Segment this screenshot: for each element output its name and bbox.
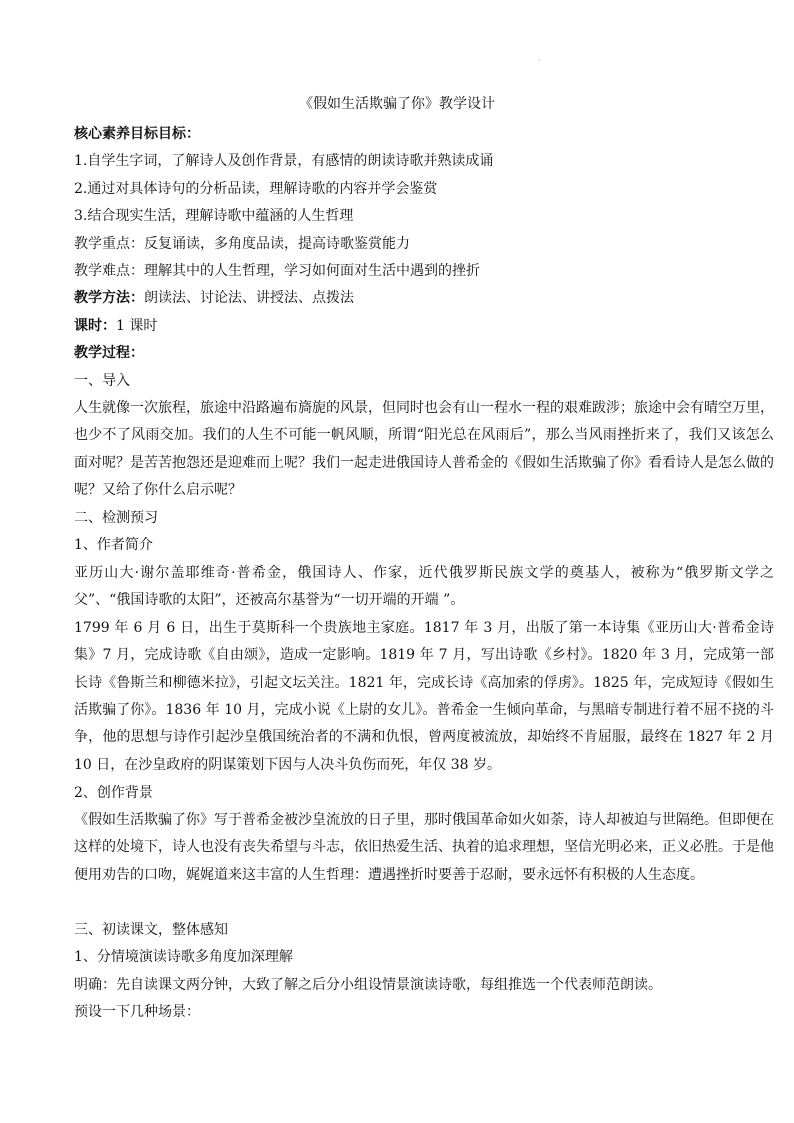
goal-item: 2.通过对具体诗句的分析品读，理解诗歌的内容并学会鉴赏 — [74, 180, 438, 197]
author-intro-paragraph: 亚历山大·谢尔盖耶维奇·普希金，俄国诗人、作家，近代俄罗斯民族文学的奠基人，被称为“俄罗斯文学之父”、“俄国诗歌的太阳”，还被高尔基誉为“一切开端的开端 ”。 — [74, 564, 774, 609]
corner-mark: · — [538, 56, 541, 65]
subsection-heading: 1、分情境演读诗歌多角度加深理解 — [74, 949, 293, 966]
background-paragraph: 《假如生活欺骗了你》写于普希金被沙皇流放的日子里，那时俄国革命如火如荼，诗人却被迫与世隔绝。但即便在这样的处境下，诗人也没有丧失希望与斗志，依旧热爱生活、执着的追求理想，坚信光明必来，正义必胜。于是他便用劝告的口吻，娓娓道来这丰富的人生哲理：遭遇挫折时要善于忍耐，要永远怀有积极的人生态度。 — [74, 812, 774, 883]
section-heading: 二、检测预习 — [74, 509, 158, 526]
document-title: 《假如生活欺骗了你》教学设计 — [299, 96, 495, 112]
class-hours — [74, 313, 774, 340]
section-heading: 一、导入 — [74, 372, 130, 389]
difficulty: 教学难点：理解其中的人生哲理，学习如何面对生活中遇到的挫折 — [74, 262, 480, 279]
class-hours-label: 课时： — [74, 317, 116, 334]
clarify-text: 明确：先自读课文两分钟，大致了解之后分小组设情景演读诗歌，每组推选一个代表师范朗读。 — [74, 976, 662, 993]
subsection-heading: 2、创作背景 — [74, 784, 153, 801]
teaching-method-label: 教学方法： — [74, 290, 144, 307]
document-body — [74, 121, 774, 1027]
subsection-heading: 1、作者简介 — [74, 537, 153, 554]
section-heading: 三、初读课文，整体感知 — [74, 922, 228, 939]
goal-item: 3.结合现实生活，理解诗歌中蕴涵的人生哲理 — [74, 208, 354, 225]
class-hours-text: 1 课时 — [116, 317, 158, 334]
core-goal-heading: 核心素养目标目标： — [74, 126, 200, 142]
teaching-method-text: 朗读法、讨论法、讲授法、点拨法 — [144, 290, 354, 307]
process-heading: 教学过程： — [74, 345, 144, 362]
intro-paragraph: 人生就像一次旅程，旅途中沿路遍布旖旎的风景，但同时也会有山一程水一程的艰难跋涉；旅途中会有晴空万里，也少不了风雨交加。我们的人生不可能一帆风顺，所谓“阳光总在风雨后”，那么当风雨挫折来了，我们又该怎么面对呢？是苦苦抱怨还是迎难而上呢？我们一起走进俄国诗人普希金的《假如生活欺骗了你》看看诗人是怎么做的呢？又给了你什么启示呢？ — [74, 399, 774, 499]
key-point: 教学重点：反复诵读，多角度品读，提高诗歌鉴赏能力 — [74, 235, 410, 252]
goal-item: 1.自学生字词，了解诗人及创作背景，有感情的朗读诗歌并熟读成诵 — [74, 153, 494, 170]
preset-text: 预设一下几种场景： — [74, 1004, 200, 1021]
teaching-method — [74, 285, 774, 312]
author-life-paragraph: 1799 年 6 月 6 日，出生于莫斯科一个贵族地主家庭。1817 年 3 月，出版了第一本诗集《亚历山大·普希金诗集》7 月，完成诗歌《自由颂》，造成一定影响。1819 年 7 月，写出诗歌《乡村》。1820 年 3 月，完成第一部长诗《鲁斯兰和柳德米拉》，引起文坛关注。1821 年，完成长诗《高加索的俘虏》。1825 年，完成短诗《假如生活欺骗了你》。1836 年 10 月，完成小说《上尉的女儿》。普希金一生倾向革命，与黑暗专制进行着不屈不挠的斗争，他的思想与诗作引起沙皇俄国统治者的不满和仇恨，曾两度被流放，却始终不肯屈服，最终在 1827 年 2 月 10 日，在沙皇政府的阴谋策划下因与人决斗负伤而死，年仅 38 岁。 — [74, 619, 774, 773]
